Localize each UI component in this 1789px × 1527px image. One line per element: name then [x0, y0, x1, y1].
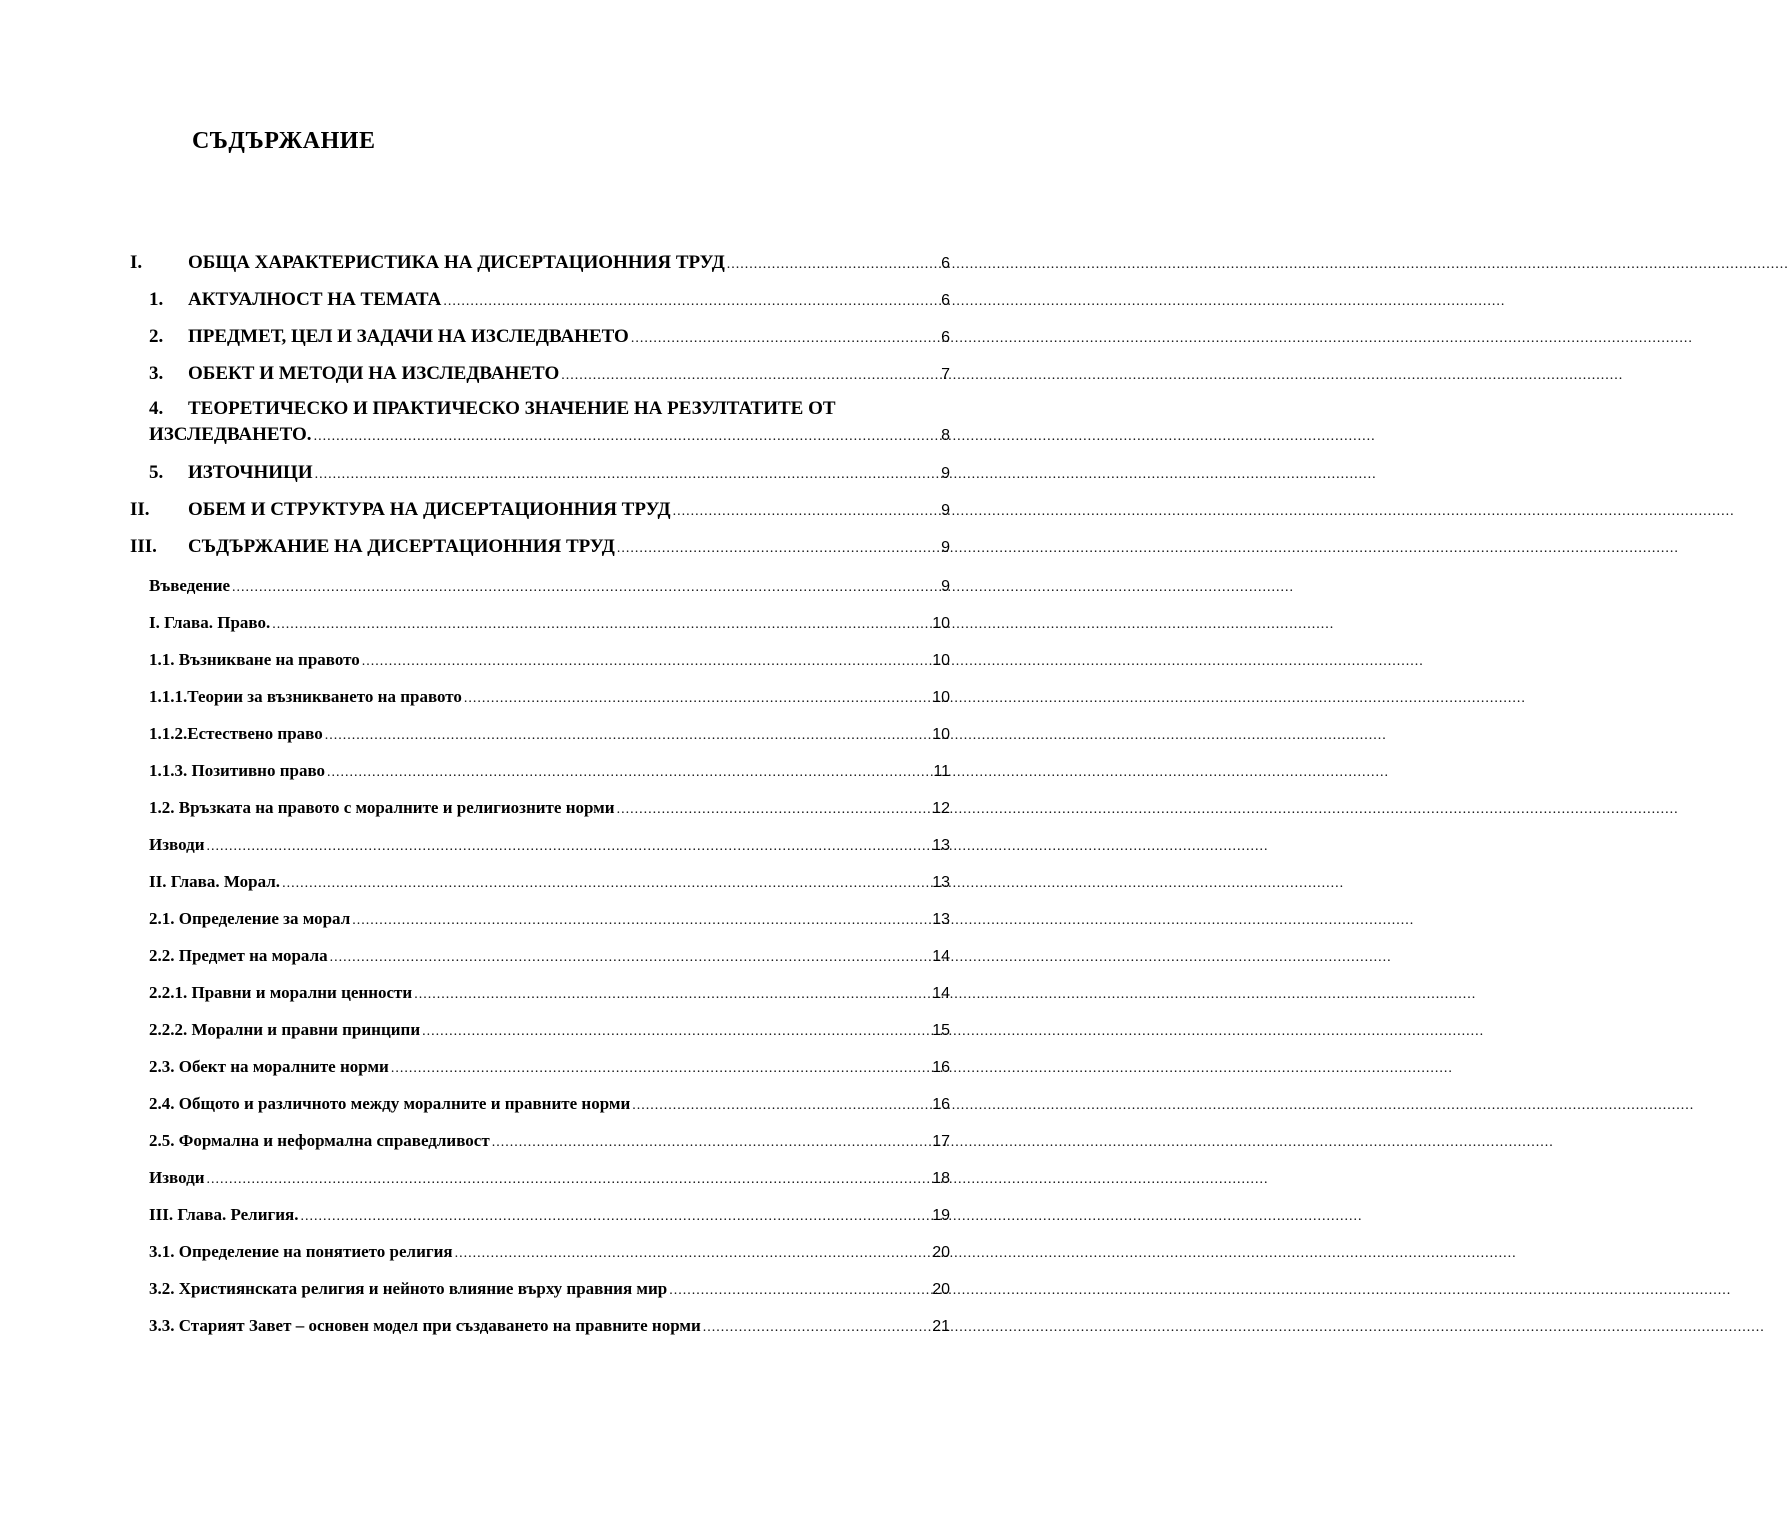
dot-leader [325, 728, 930, 744]
dot-leader [272, 617, 930, 633]
dot-leader [631, 331, 939, 347]
dot-leader [232, 580, 939, 596]
toc-entry-title: СЪДЪРЖАНИЕ НА ДИСЕРТАЦИОННИЯ ТРУД [188, 536, 615, 557]
dot-leader [464, 691, 930, 707]
toc-entry-title: 3.2. Християнската религия и нейното влияние върху правния мир [149, 1279, 668, 1298]
dot-leader [617, 541, 939, 557]
toc-entry[interactable] [149, 687, 950, 707]
toc-entry[interactable] [130, 499, 950, 521]
toc-entry-page: 10 [932, 615, 950, 632]
toc-entry-page: 6 [941, 255, 950, 272]
toc-entry-title: 1.1.1.Теории за възникването на правото [149, 687, 462, 706]
toc-entry-page: 13 [932, 911, 950, 928]
dot-leader [455, 1246, 931, 1262]
toc-entry-page: 15 [932, 1022, 950, 1039]
toc-entry-title: ОБЩА ХАРАКТЕРИСТИКА НА ДИСЕРТАЦИОННИЯ ТРУД [188, 252, 725, 273]
toc-entry-page: 16 [932, 1096, 950, 1113]
toc-entry-page: 11 [933, 763, 950, 780]
toc-entry[interactable] [130, 536, 950, 558]
toc-entry-page: 12 [932, 800, 950, 817]
dot-leader [207, 1172, 931, 1188]
toc-entry-page: 6 [941, 292, 950, 309]
dot-leader [352, 913, 930, 929]
toc-entry[interactable] [149, 909, 950, 929]
dot-leader [207, 839, 931, 855]
toc-entry[interactable] [149, 289, 950, 311]
toc-entry-page: 19 [932, 1207, 950, 1224]
dot-leader [314, 429, 940, 445]
toc-entry-title: ТЕОРЕТИЧЕСКО И ПРАКТИЧЕСКО ЗНАЧЕНИЕ НА РЕЗУЛТАТИТЕ ОТ [188, 398, 836, 419]
toc-entry-number: 5. [149, 462, 164, 483]
toc-entry-page: 8 [941, 427, 950, 444]
toc-entry[interactable] [149, 946, 950, 966]
toc-entry-page: 14 [932, 948, 950, 965]
toc-entry[interactable] [149, 1279, 950, 1299]
toc-entry[interactable] [149, 462, 950, 484]
toc-entry-title: 2.5. Формална и неформална справедливост [149, 1131, 490, 1150]
page-title: СЪДЪРЖАНИЕ [192, 128, 376, 154]
toc-entry-title: 1.2. Връзката на правото с моралните и религиозните норми [149, 798, 615, 817]
toc-entry-page: 9 [941, 539, 950, 556]
toc-entry-title: 1.1.2.Естествено право [149, 724, 323, 743]
toc-entry-title: 1.1.3. Позитивно право [149, 761, 326, 780]
toc-entry-title: 2.4. Общото и различното между моралните и правните норми [149, 1094, 631, 1113]
toc-entry-page: 9 [941, 578, 950, 595]
toc-entry-title: 2.2. Предмет на морала [149, 946, 328, 965]
toc-entry-title: 3.3. Старият Завет – основен модел при създаването на правните норми [149, 1316, 701, 1335]
toc-entry[interactable] [149, 1094, 950, 1114]
toc-entry[interactable] [149, 1316, 950, 1336]
toc-entry[interactable] [149, 326, 950, 348]
toc-entry-page: 9 [941, 502, 950, 519]
toc-entry-page: 10 [932, 726, 950, 743]
toc-entry-number: 4. [149, 398, 164, 419]
toc-entry-title: 2.2.2. Морални и правни принципи [149, 1020, 421, 1039]
toc-entry[interactable] [149, 724, 950, 744]
toc-entry[interactable] [130, 252, 950, 274]
dot-leader [422, 1024, 930, 1040]
toc-entry-title: ИЗТОЧНИЦИ [188, 462, 313, 483]
toc-entry-page: 13 [932, 874, 950, 891]
toc-entry-page: 20 [932, 1244, 950, 1261]
toc-entry-number: III. [130, 536, 157, 557]
toc-entry[interactable] [149, 983, 950, 1003]
toc-entry-title: Въведение [149, 576, 231, 595]
toc-entry-title: Изводи [149, 1168, 205, 1187]
toc-entry[interactable] [149, 798, 950, 818]
dot-leader [315, 467, 939, 483]
toc-entry-page: 17 [932, 1133, 950, 1150]
dot-leader [330, 950, 931, 966]
dot-leader [669, 1283, 930, 1299]
toc-entry-title: ОБЕМ И СТРУКТУРА НА ДИСЕРТАЦИОННИЯ ТРУД [188, 499, 671, 520]
toc-entry-title: 2.2.1. Правни и морални ценности [149, 983, 413, 1002]
toc-entry-title: 3.1. Определение на понятието религия [149, 1242, 453, 1261]
toc-entry-page: 21 [932, 1318, 950, 1335]
dot-leader [327, 765, 931, 781]
dot-leader [727, 257, 939, 273]
toc-entry[interactable] [149, 1205, 950, 1225]
dot-leader [300, 1209, 930, 1225]
toc-entry[interactable] [149, 1168, 950, 1188]
toc-entry-number: 2. [149, 326, 164, 347]
toc-entry-number: I. [130, 252, 143, 273]
toc-entry[interactable] [149, 650, 950, 670]
toc-entry-page: 16 [932, 1059, 950, 1076]
toc-entry[interactable] [149, 835, 950, 855]
toc-entry-title: Изводи [149, 835, 205, 854]
toc-entry-title: 2.1. Определение за морал [149, 909, 351, 928]
dot-leader [391, 1061, 930, 1077]
toc-entry[interactable] [149, 398, 950, 446]
dot-leader [414, 987, 930, 1003]
toc-entry[interactable] [149, 1057, 950, 1077]
toc-entry-title: 1.1. Възникване на правото [149, 650, 360, 669]
dot-leader [673, 504, 940, 520]
toc-entry[interactable] [149, 1131, 950, 1151]
dot-leader [282, 876, 930, 892]
toc-entry-title: ОБЕКТ И МЕТОДИ НА ИЗСЛЕДВАНЕТО [188, 363, 560, 384]
dot-leader [632, 1098, 930, 1114]
toc-entry-page: 14 [932, 985, 950, 1002]
toc-entry-page: 18 [932, 1170, 950, 1187]
toc-entry[interactable] [149, 613, 950, 633]
dot-leader [362, 654, 930, 670]
toc-entry-page: 10 [932, 652, 950, 669]
toc-entry-page: 20 [932, 1281, 950, 1298]
toc-entry-title: ПРЕДМЕТ, ЦЕЛ И ЗАДАЧИ НА ИЗСЛЕДВАНЕТО [188, 326, 629, 347]
toc-entry-page: 7 [941, 366, 950, 383]
dot-leader [703, 1320, 930, 1336]
toc-entry[interactable] [149, 363, 950, 385]
toc-entry-number: 3. [149, 363, 164, 384]
toc-entry-title: АКТУАЛНОСТ НА ТЕМАТА [188, 289, 442, 310]
toc-entry-page: 10 [932, 689, 950, 706]
toc-entry-title: I. Глава. Право. [149, 613, 271, 632]
dot-leader [492, 1135, 931, 1151]
toc-entry[interactable] [149, 761, 950, 781]
toc-entry-page: 9 [941, 465, 950, 482]
toc-entry-page: 13 [932, 837, 950, 854]
toc-entry[interactable] [149, 1020, 950, 1040]
toc-entry-title-continued: ИЗСЛЕДВАНЕТО. [149, 424, 312, 445]
toc-entry[interactable] [149, 576, 950, 596]
toc-entry[interactable] [149, 872, 950, 892]
toc-entry-title: II. Глава. Морал. [149, 872, 281, 891]
dot-leader [561, 368, 939, 384]
toc-entry[interactable] [149, 1242, 950, 1262]
toc-entry-title: III. Глава. Религия. [149, 1205, 299, 1224]
toc-entry-page: 6 [941, 329, 950, 346]
toc-entry-title: 2.3. Обект на моралните норми [149, 1057, 389, 1076]
dot-leader [443, 294, 939, 310]
toc-entry-number: II. [130, 499, 150, 520]
toc-entry-number: 1. [149, 289, 164, 310]
dot-leader [617, 802, 931, 818]
